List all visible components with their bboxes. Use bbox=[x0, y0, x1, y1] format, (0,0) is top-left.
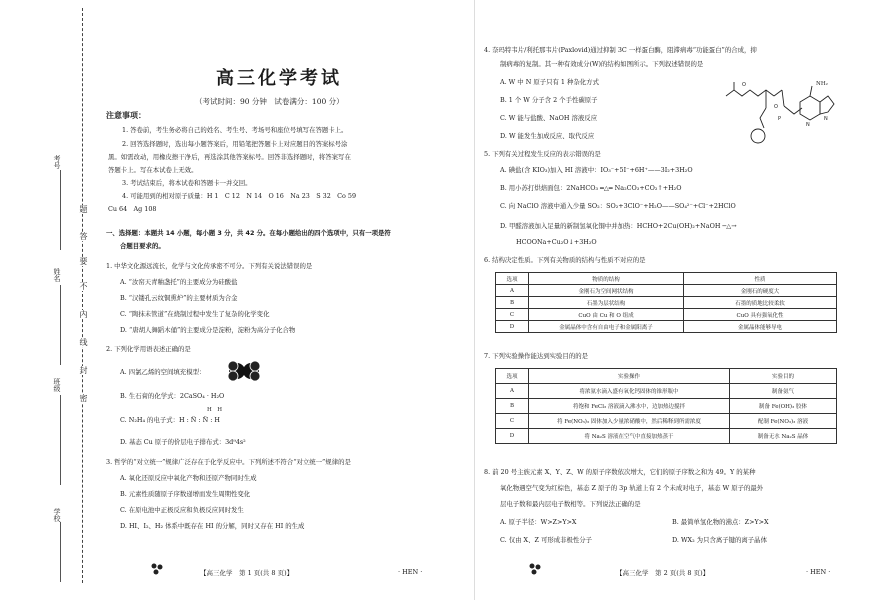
q1-option-d: D. “唐胡人舞蹈木俑”的主要成分是淀粉，淀粉为高分子化合物 bbox=[120, 326, 296, 334]
q4-option-a: A. W 中 N 原子只有 1 种杂化方式 bbox=[500, 78, 599, 86]
table-header: 选项 bbox=[496, 273, 529, 285]
xingming-blank-line bbox=[60, 285, 62, 365]
table-row bbox=[496, 429, 837, 444]
q8-stem-cont2: 层电子数和最内层电子数相等。下列说法正确的是 bbox=[500, 500, 641, 508]
svg-text:P: P bbox=[778, 116, 782, 122]
space-filling-model-icon bbox=[226, 358, 262, 384]
seal-line bbox=[82, 8, 83, 583]
q1-option-c: C. “陶抹未管道”在烧制过程中发生了复杂的化学变化 bbox=[120, 310, 270, 318]
q7-stem: 7. 下列实验操作能达到实验目的的是 bbox=[484, 352, 588, 360]
kaohao-blank-line bbox=[60, 170, 62, 250]
table-header: 物质的结构 bbox=[529, 273, 684, 285]
table-cell: A bbox=[496, 285, 529, 297]
q3-option-d: D. HI、I₂、H₂ 体系中既存在 HI 的分解，同时又存在 HI 的生成 bbox=[120, 522, 305, 530]
table-cell: 制备氨气 bbox=[730, 384, 837, 399]
q2-option-c: C. N₂H₄ 的电子式：H : N̈ : N̈ : H bbox=[120, 416, 220, 424]
seal-word: 内 bbox=[79, 310, 88, 319]
svg-text:N: N bbox=[806, 122, 810, 128]
q4-option-c: C. W 能与盐酸、NaOH 溶液反应 bbox=[500, 114, 598, 122]
seal-word: 答 bbox=[79, 232, 88, 241]
q6-table bbox=[495, 272, 837, 333]
q2-stem: 2. 下列化学用语表述正确的是 bbox=[106, 345, 191, 353]
q4-stem-cont: 制病毒的复制。其一种有效成分(W)的结构如图所示。下列叙述错误的是 bbox=[500, 60, 704, 68]
table-cell: CuO 由 Cu 和 O 组成 bbox=[529, 309, 684, 321]
q4-stem: 4. 奈玛特韦片/利托那韦片(Paxlovid)通过抑制 3C 一样蛋白酶，阻滞病毒“功能蛋白”的合成，抑 bbox=[484, 46, 757, 54]
exam-subtitle: （考试时间：90 分钟 试卷满分：100 分） bbox=[195, 97, 344, 106]
q8-option-b: B. 最简单氢化物的沸点：Z>Y>X bbox=[672, 518, 769, 526]
notes-line: 2. 回答选择题时，选出每小题答案后，用铅笔把答题卡上对应题目的答案标号涂 bbox=[122, 140, 348, 148]
table-header: 性质 bbox=[684, 273, 837, 285]
q2-option-d: D. 基态 Cu 原子的价层电子排布式：3d⁹4s² bbox=[120, 438, 246, 446]
table-cell: B bbox=[496, 399, 529, 414]
table-row bbox=[496, 309, 837, 321]
q1-option-b: B. “汉镂孔云纹铜熏炉”的主要材质为合金 bbox=[120, 294, 238, 302]
table-cell: 石墨为层状结构 bbox=[529, 297, 684, 309]
seal-word: 封 bbox=[79, 366, 88, 375]
table-row bbox=[496, 399, 837, 414]
table-cell: A bbox=[496, 384, 529, 399]
table-cell: 石墨的质地比较柔软 bbox=[684, 297, 837, 309]
seal-word: 要 bbox=[79, 257, 88, 266]
table-header: 实验目的 bbox=[730, 369, 837, 384]
svg-text:O: O bbox=[774, 104, 778, 110]
label-kaohao: 考号 bbox=[53, 155, 61, 169]
notes-line: 1. 答卷前，考生务必将自己的姓名、考生号、考场号和座位号填写在答题卡上。 bbox=[122, 126, 348, 134]
table-cell: 将 Fe(NO₃)₃ 固体加入少量浓硝酸中，然后稀释到所需浓度 bbox=[529, 414, 730, 429]
exam-title: 高三化学考试 bbox=[216, 68, 342, 89]
q8-stem: 8. 前 20 号主族元素 X、Y、Z、W 的原子序数依次增大，它们的原子序数之和为 49。Y 的某种 bbox=[484, 468, 756, 476]
notes-line: Cu 64 Ag 108 bbox=[108, 205, 157, 213]
table-header: 选项 bbox=[496, 369, 529, 384]
seal-word: 密 bbox=[79, 394, 88, 403]
table-row bbox=[496, 285, 837, 297]
table-row bbox=[496, 384, 837, 399]
seal-word: 线 bbox=[79, 338, 88, 347]
notes-line: 3. 考试结束后，将本试卷和答题卡一并交回。 bbox=[122, 179, 252, 187]
q1-stem: 1. 中华文化源远流长，化学与文化传承密不可分。下列有关说法错误的是 bbox=[106, 262, 313, 270]
q4-option-d: D. W 能发生加成反应、取代反应 bbox=[500, 132, 595, 140]
footer-left-text: 【高三化学 第 1 页(共 8 页)】 bbox=[200, 569, 294, 577]
table-row bbox=[496, 297, 837, 309]
q5-option-b: B. 用小苏打烘焙面包：2NaHCO₃ ═△═ Na₂CO₃+CO₂↑+H₂O bbox=[500, 184, 682, 192]
table-cell: 将浓氨水滴入盛有氧化钙固体的锥形瓶中 bbox=[529, 384, 730, 399]
table-cell: 金刚石的硬度大 bbox=[684, 285, 837, 297]
label-xingming: 姓名 bbox=[53, 268, 61, 282]
q5-option-d: D. 甲醛溶液加入足量的新制氢氧化铜中并加热：HCHO+2Cu(OH)₂+NaOH ─△→ bbox=[500, 222, 737, 230]
table-cell: 将 Na₂S 溶液在空气中直接加热蒸干 bbox=[529, 429, 730, 444]
notes-line: 4. 可能用到的相对原子质量：H 1 C 12 N 14 O 16 Na 23 S 32 Co 59 bbox=[122, 192, 357, 200]
q2-option-c-hydrogens: H H bbox=[207, 407, 223, 413]
table-cell: 制备无水 Na₂S 晶体 bbox=[730, 429, 837, 444]
q1-option-a: A. “汝窑天青釉盏托”的主要成分为硅酸盐 bbox=[120, 278, 238, 286]
q2-option-b: B. 生石膏的化学式：2CaSO₄ · H₂O bbox=[120, 392, 225, 400]
q3-stem: 3. 哲学的“对立统一”规律广泛存在于化学反应中。下列所述不符合“对立统一”规律的是 bbox=[106, 458, 351, 466]
table-cell: D bbox=[496, 429, 529, 444]
table-cell: 金刚石为空间网状结构 bbox=[529, 285, 684, 297]
table-header: 实验操作 bbox=[529, 369, 730, 384]
q8-option-d: D. WX₂ 为只含离子键的离子晶体 bbox=[672, 536, 767, 544]
logo-icon bbox=[150, 562, 164, 576]
q5-stem: 5. 下列有关过程发生反应的表示错误的是 bbox=[484, 150, 601, 158]
table-cell: C bbox=[496, 414, 529, 429]
table-cell: 将饱和 FeCl₃ 溶液滴入沸水中，边加热边搅拌 bbox=[529, 399, 730, 414]
footer-left-code: · HEN · bbox=[398, 568, 423, 576]
table-cell: 制备 Fe(OH)₃ 胶体 bbox=[730, 399, 837, 414]
q3-option-b: B. 元素性质随原子序数递增而发生周期性变化 bbox=[120, 490, 251, 498]
q8-stem-cont: 氧化物遇空气变为红棕色，基态 Z 原子的 3p 轨道上有 2 个未成对电子，基态 W 原子的最外 bbox=[500, 484, 764, 492]
table-cell: B bbox=[496, 297, 529, 309]
footer-right-text: 【高三化学 第 2 页(共 8 页)】 bbox=[616, 569, 710, 577]
logo-icon bbox=[528, 562, 542, 576]
q3-option-c: C. 在原电池中正极反应和负极反应同时发生 bbox=[120, 506, 244, 514]
section1-intro: 一、选择题：本题共 14 小题，每小题 3 分，共 42 分。在每小题给出的四个选项中，只有一项是符 bbox=[106, 229, 391, 237]
svg-text:N: N bbox=[824, 116, 828, 122]
q3-option-a: A. 氧化还原反应中氧化产物和还原产物同时生成 bbox=[120, 474, 257, 482]
table-row bbox=[496, 414, 837, 429]
table-cell: 金属晶体中含有自由电子和金属阳离子 bbox=[529, 321, 684, 333]
q8-option-c: C. 仅由 X、Z 可形成非极性分子 bbox=[500, 536, 593, 544]
table-header-row bbox=[496, 273, 837, 285]
q6-stem: 6. 结构决定性质。下列有关物质的结构与性质不对应的是 bbox=[484, 256, 646, 264]
table-cell: CuO 具有强氧化性 bbox=[684, 309, 837, 321]
q8-option-a: A. 原子半径：W>Z>Y>X bbox=[500, 518, 577, 526]
q5-option-a: A. 碘盐(含 KIO₃)加入 HI 溶液中：IO₃⁻+5I⁻+6H⁺——3I₂+3H₂O bbox=[500, 166, 693, 174]
table-cell: D bbox=[496, 321, 529, 333]
seal-word: 题 bbox=[79, 205, 88, 214]
xuexiao-blank-line bbox=[60, 522, 62, 582]
seal-word: 不 bbox=[79, 282, 88, 291]
label-banji: 班级 bbox=[53, 378, 61, 392]
table-cell: 配制 Fe(NO₃)₃ 溶液 bbox=[730, 414, 837, 429]
q5-option-c: C. 向 NaClO 溶液中通入少量 SO₂：SO₂+3ClO⁻+H₂O——SO₄²⁻+Cl⁻+2HClO bbox=[500, 202, 736, 210]
q4-nh2-label: NH₂ bbox=[816, 81, 828, 87]
svg-text:O: O bbox=[742, 82, 746, 88]
footer-right-code: · HEN · bbox=[806, 568, 831, 576]
banji-blank-line bbox=[60, 395, 62, 485]
section1-intro-cont: 合题目要求的。 bbox=[120, 242, 165, 250]
q2-option-a: A. 四氯乙烯的空间填充模型： bbox=[120, 368, 206, 376]
table-cell: C bbox=[496, 309, 529, 321]
notes-line: 黑。如需改动，用橡皮擦干净后，再选涂其他答案标号。回答非选择题时，将答案写在 bbox=[108, 153, 351, 161]
q5-option-d-cont: HCOONa+Cu₂O↓+3H₂O bbox=[516, 238, 597, 246]
q4-option-b: B. 1 个 W 分子含 2 个手性碳原子 bbox=[500, 96, 598, 104]
binding-margin bbox=[0, 0, 100, 600]
table-cell: 金属晶体能够导电 bbox=[684, 321, 837, 333]
table-header-row bbox=[496, 369, 837, 384]
table-row bbox=[496, 321, 837, 333]
notes-heading: 注意事项： bbox=[106, 111, 146, 120]
notes-line: 答题卡上。写在本试卷上无效。 bbox=[108, 166, 198, 174]
q7-table bbox=[495, 368, 837, 444]
label-xuexiao: 学校 bbox=[53, 508, 61, 522]
page-divider bbox=[474, 0, 476, 600]
